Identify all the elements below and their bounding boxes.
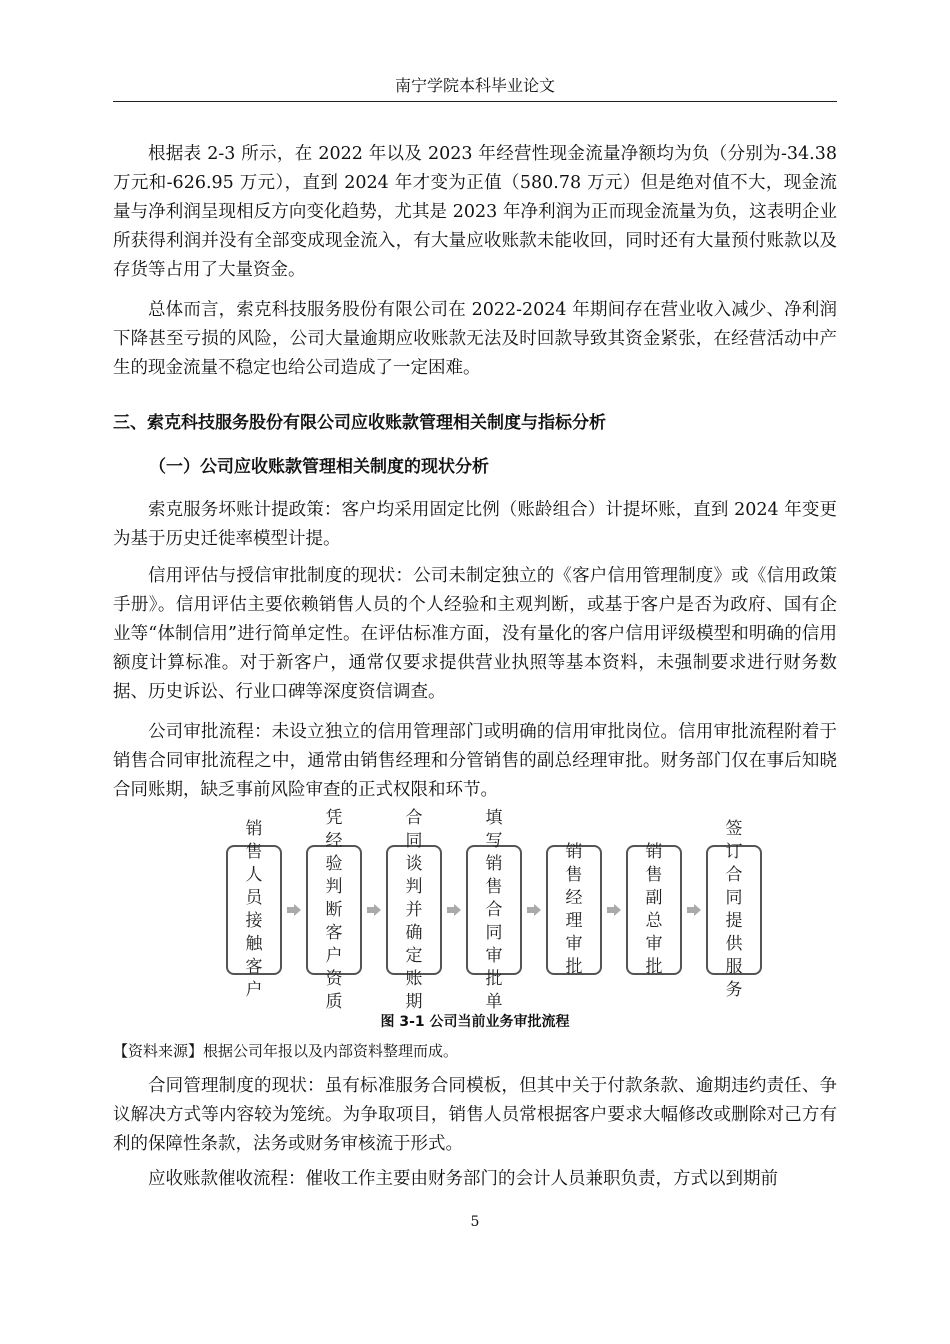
flow-arrow-icon bbox=[522, 845, 546, 975]
header-divider bbox=[113, 101, 837, 102]
flow-step-7 bbox=[706, 819, 762, 1000]
source-note: 【资料来源】根据公司年报以及内部资料整理而成。 bbox=[113, 1042, 459, 1060]
flow-step-label: 填写销售合同审批单 bbox=[485, 807, 503, 1012]
flow-step-1 bbox=[226, 819, 282, 1000]
paragraph-collection-process: 应收账款催收流程：催收工作主要由财务部门的会计人员兼职负责，方式以到期前 bbox=[148, 1169, 778, 1189]
flow-step-label: 销售人员接触客户 bbox=[245, 819, 263, 1000]
approval-flowchart bbox=[226, 807, 762, 1012]
flow-arrow-icon bbox=[362, 845, 386, 975]
paragraph-bad-debt-policy: 索克服务坏账计提政策：客户均采用固定比例（账龄组合）计提坏账，直到 2024 年变更为基于历史迁徙率模型计提。 bbox=[113, 500, 837, 549]
paragraph-credit-evaluation: 信用评估与授信审批制度的现状：公司未制定独立的《客户信用管理制度》或《信用政策手册》。信用评估主要依赖销售人员的个人经验和主观判断，或基于客户是否为政府、国有企业等“体制信用”进行简单定性。在评估标准方面，没有量化的客户信用评级模型和明确的信用额度计算标准。对于新客户，通常仅要求提供营业执照等基本资料，未强制要求进行财务数据、历史诉讼、行业口碑等深度资信调查。 bbox=[113, 566, 837, 702]
flow-step-6 bbox=[626, 842, 682, 977]
flow-step-2 bbox=[306, 807, 362, 1012]
flow-arrow-icon bbox=[682, 845, 706, 975]
page-number: 5 bbox=[470, 1214, 480, 1230]
subsection-heading: （一）公司应收账款管理相关制度的现状分析 bbox=[149, 457, 489, 477]
flow-step-label: 凭经验判断客户资质 bbox=[325, 807, 343, 1012]
flow-step-3 bbox=[386, 807, 442, 1012]
flow-arrow-icon bbox=[602, 845, 626, 975]
flow-arrow-icon bbox=[442, 845, 466, 975]
section-heading: 三、索克科技服务股份有限公司应收账款管理相关制度与指标分析 bbox=[113, 413, 606, 433]
paragraph-contract-management: 合同管理制度的现状：虽有标准服务合同模板，但其中关于付款条款、逾期违约责任、争议解决方式等内容较为笼统。为争取项目，销售人员常根据客户要求大幅修改或删除对己方有利的保障性条款，法务或财务审核流于形式。 bbox=[113, 1076, 837, 1154]
flow-arrow-icon bbox=[282, 845, 306, 975]
flow-step-label: 销售副总审批 bbox=[645, 842, 663, 977]
flow-step-label: 签订合同提供服务 bbox=[725, 819, 743, 1000]
flow-step-4 bbox=[466, 807, 522, 1012]
paragraph-summary: 总体而言，索克科技服务股份有限公司在 2022-2024 年期间存在营业收入减少、净利润下降甚至亏损的风险，公司大量逾期应收账款无法及时回款导致其资金紧张，在经营活动中产生的现金流量不稳定也给公司造成了一定困难。 bbox=[113, 300, 837, 378]
figure-caption: 图 3-1 公司当前业务审批流程 bbox=[380, 1014, 570, 1030]
paragraph-cash-flow: 根据表 2-3 所示，在 2022 年以及 2023 年经营性现金流量净额均为负（分别为-34.38 万元和-626.95 万元），直到 2024 年才变为正值（580.78 万元）但是绝对值不大，现金流量与净利润呈现相反方向变化趋势，尤其是 2023 年净利润为正而现金流量为负，这表明企业所获得利润并没有全部变成现金流入，有大量应收账款未能收回，同时还有大量预付账款以及存货等占用了大量资金。 bbox=[113, 144, 837, 280]
paragraph-approval-process: 公司审批流程：未设立独立的信用管理部门或明确的信用审批岗位。信用审批流程附着于销售合同审批流程之中，通常由销售经理和分管销售的副总经理审批。财务部门仅在事后知晓合同账期，缺乏事前风险审查的正式权限和环节。 bbox=[113, 722, 837, 800]
flow-step-5 bbox=[546, 842, 602, 977]
flow-step-label: 销售经理审批 bbox=[565, 842, 583, 977]
page-header: 南宁学院本科毕业论文 bbox=[394, 76, 555, 95]
flow-step-label: 合同谈判并确定账期 bbox=[405, 807, 423, 1012]
